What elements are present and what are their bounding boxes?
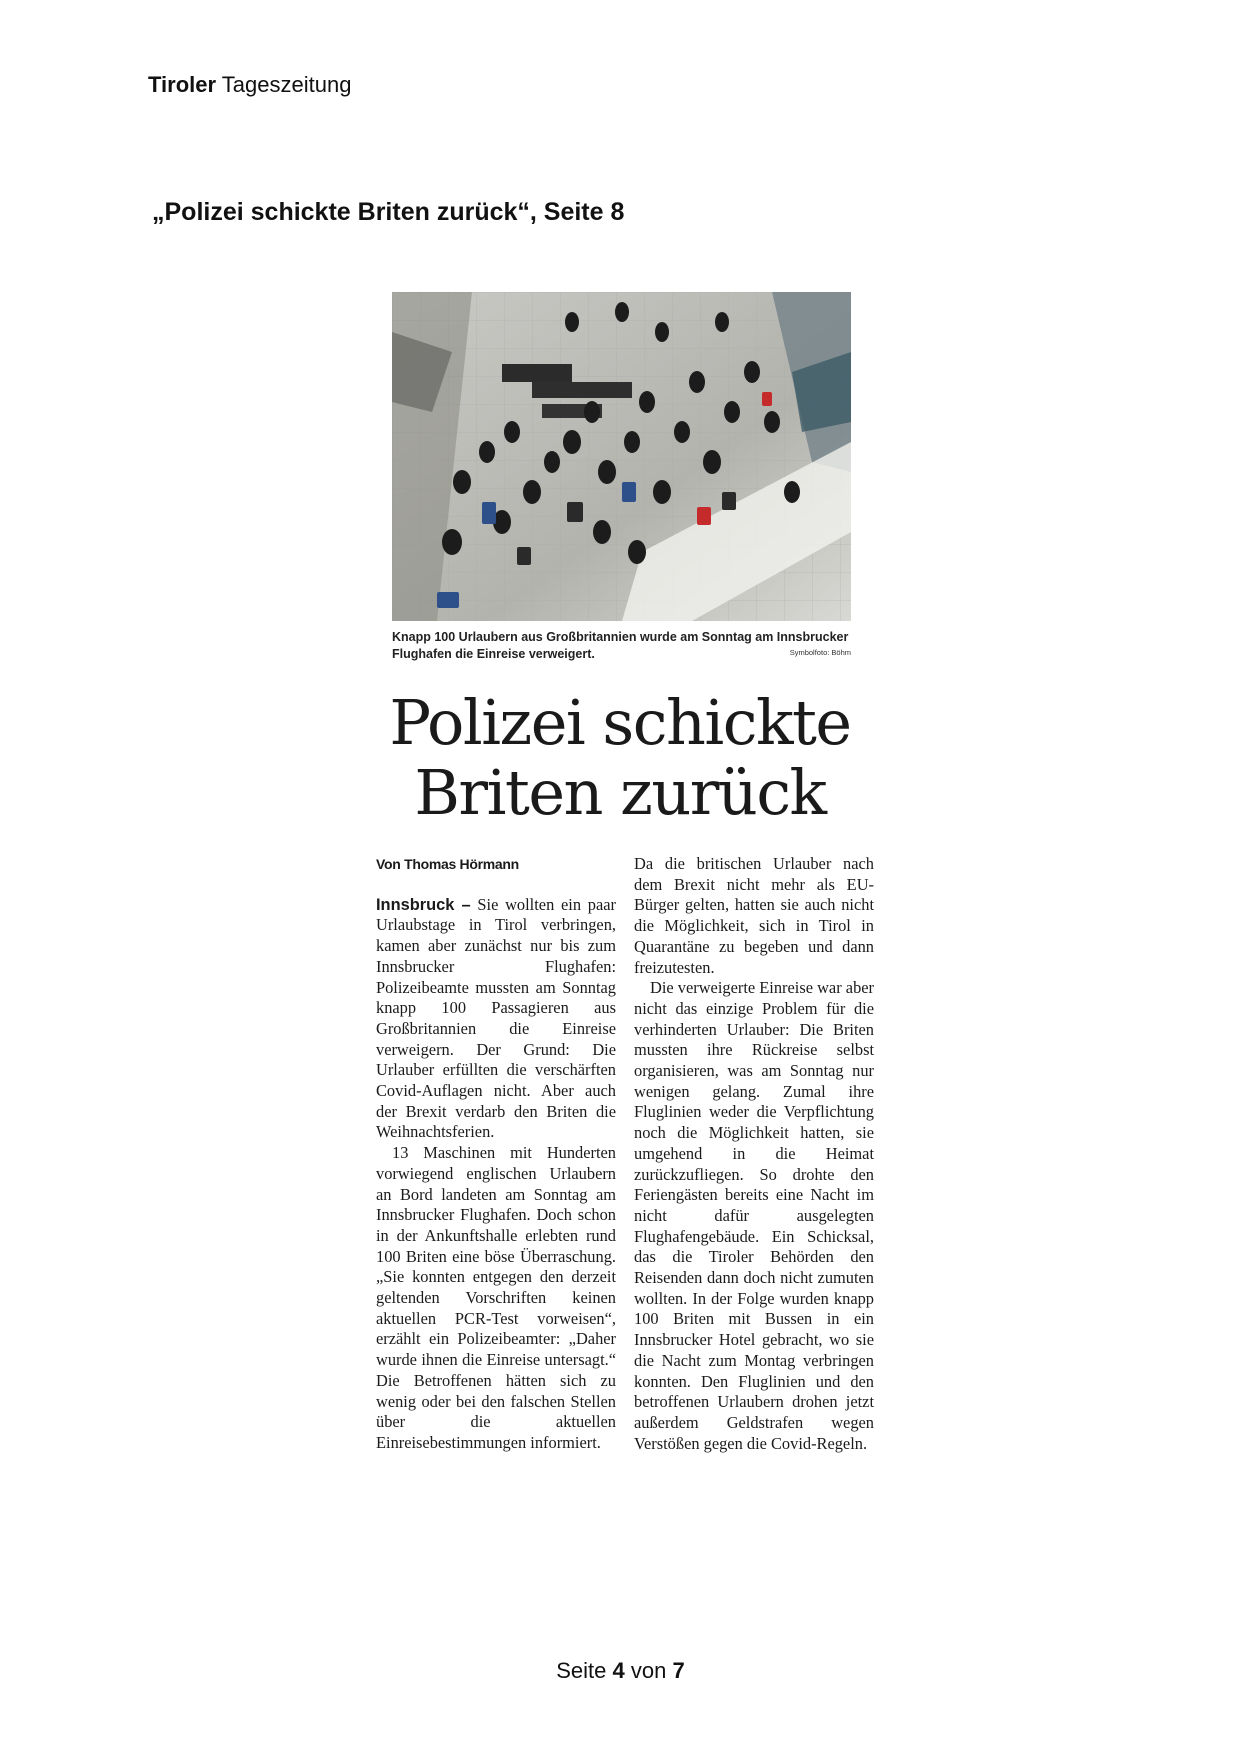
article-photo: [392, 292, 851, 621]
headline-line-2: Briten zurück: [414, 756, 826, 829]
footer-current-page: 4: [612, 1658, 625, 1683]
headline-line-1: Polizei schickte: [389, 686, 851, 759]
photo-credit: Symbolfoto: Böhm: [789, 648, 851, 657]
footer-prefix: Seite: [556, 1658, 607, 1683]
article-headline: [370, 688, 870, 828]
page-footer: [0, 1658, 1241, 1684]
footer-middle: von: [630, 1658, 667, 1683]
paragraph-4: Die verweigerte Einreise war aber nicht das einzige Problem für die verhinderten Urlauber: Die Briten mussten ihre Rückreise selbst organisieren, was am Sonntag nur wenigen gelang. Zumal ihre Fluglinien weder die Verpflichtung noch die Möglichkeit hatten, sie umgehend in die Heimat zurückzufliegen. So drohte den Feriengästen bereits eine Nacht im nicht dafür ausgelegten Flughafengebäude. Ein Schicksal, das die Tiroler Behörden den Reisenden dann doch nicht zumuten wollten. In der Folge wurden knapp 100 Briten mit Bussen in ein Innsbrucker Hotel gebracht, wo sie die Nacht zum Montag verbringen konnten. Den Fluglinien und den betroffenen Urlaubern drohen jetzt außerdem Geldstrafen wegen Verstößen gegen die Covid-Regeln.: [634, 978, 874, 1453]
article-column-left: [376, 854, 616, 1454]
paragraph-3: Da die britischen Urlauber nach dem Brexit nicht mehr als EU-Bürger gelten, hatten sie auch nicht die Möglichkeit, sich in Tirol in Quarantäne zu begeben und dann freizutesten.: [634, 854, 874, 977]
photo-caption: [392, 629, 851, 663]
reference-title: „Polizei schickte Briten zurück“, Seite 8: [152, 198, 625, 226]
dateline: Innsbruck –: [376, 895, 471, 914]
brand-rest: Tageszeitung: [221, 72, 352, 97]
article-author: Von Thomas Hörmann: [376, 856, 519, 872]
caption-text: Knapp 100 Urlaubern aus Großbritannien wurde am Sonntag am Innsbrucker Flughafen die Einreise verweigert.: [392, 630, 849, 661]
brand-bold: Tiroler: [148, 72, 217, 97]
paragraph-2: 13 Maschinen mit Hunderten vorwiegend englischen Urlaubern an Bord landeten am Sonntag am Innsbrucker Flughafen. Doch schon in der Ankunftshalle erlebten rund 100 Briten eine böse Überraschung. „Sie konnten entgegen den derzeit geltenden Vorschriften keinen aktuellen PCR-Test vorweisen“, erzählt ein Polizeibeamter: „Daher wurde ihnen die Einreise untersagt.“ Die Betroffenen hätten sich zu wenig oder bei den falschen Stellen über die aktuellen Einreisebestimmungen informiert.: [376, 1143, 616, 1452]
footer-total-pages: 7: [672, 1658, 685, 1683]
article-column-right: [634, 854, 874, 1454]
newspaper-clipping: [392, 292, 851, 663]
airport-hall-illustration: [392, 292, 851, 621]
paragraph-1: [376, 895, 616, 1143]
paragraph-1-text: Sie wollten ein paar Urlaubstage in Tirol verbringen, kamen aber zunächst nur bis zum Innsbrucker Flughafen: Polizeibeamte mussten am Sonntag knapp 100 Passagieren aus Großbritannien die Einreise verweigern. Der Grund: Die Urlauber erfüllten die verschärften Covid-Auflagen nicht. Aber auch der Brexit verdarb den Briten die Weihnachtsferien.: [376, 894, 616, 1142]
publication-header: [148, 72, 351, 98]
